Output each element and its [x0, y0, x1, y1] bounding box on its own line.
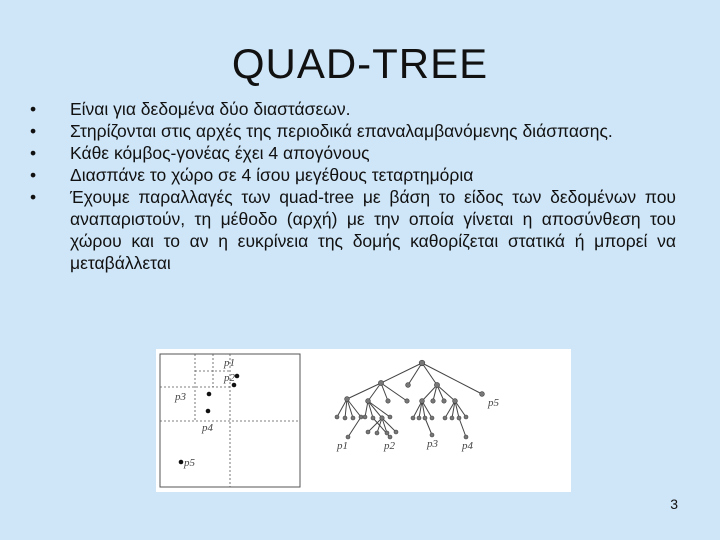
bullet-icon: • [30, 99, 37, 119]
tree-label-p4: p4 [462, 440, 473, 452]
bullet-icon: • [30, 165, 37, 185]
quadtree-diagram [337, 363, 482, 437]
tree-label-p5: p5 [488, 397, 499, 409]
quadtree-figure [156, 349, 571, 492]
grid-label-p1: p1 [224, 357, 235, 369]
bullet-list [30, 98, 676, 274]
tree-labels [336, 397, 500, 452]
tree-label-p1: p1 [337, 440, 348, 452]
grid-label-p3: p3 [175, 391, 186, 403]
grid-label-p5: p5 [184, 457, 195, 469]
page-number: 3 [670, 496, 678, 512]
bullet-text: Έχουμε παραλλαγές των quad-tree με βάση το είδος των δεδομένων που αναπαριστούν, τη μέθοδο (αρχή) με την οποία γίνεται η αποσύνθεση του χώρου και το αν η ευκρίνεια της δομής καθορίζεται στατικά ή μπορεί να μεταβάλλεται [70, 187, 676, 273]
grid-label-p4: p4 [202, 422, 213, 434]
grid-point-labels [174, 357, 236, 469]
bullet-item [30, 164, 676, 186]
bullet-text: Κάθε κόμβος-γονέας έχει 4 απογόνους [70, 143, 370, 163]
quadtree-illustration [156, 349, 571, 492]
bullet-item [30, 186, 676, 274]
bullet-icon: • [30, 143, 37, 163]
bullet-text: Είναι για δεδομένα δύο διαστάσεων. [70, 99, 351, 119]
bullet-item [30, 120, 676, 142]
bullet-icon: • [30, 187, 37, 207]
bullet-text: Στηρίζονται στις αρχές της περιοδικά επαναλαμβανόμενης διάσπασης. [70, 121, 613, 141]
slide-title: QUAD-TREE [231, 40, 489, 87]
bullet-item [30, 98, 676, 120]
tree-label-p3: p3 [427, 438, 438, 450]
bullet-item [30, 142, 676, 164]
grid-label-p2: p2 [224, 372, 235, 384]
tree-label-p2: p2 [384, 440, 395, 452]
bullet-icon: • [30, 121, 37, 141]
bullet-text: Διασπάνε το χώρο σε 4 ίσου μεγέθους τεταρτημόρια [70, 165, 474, 185]
